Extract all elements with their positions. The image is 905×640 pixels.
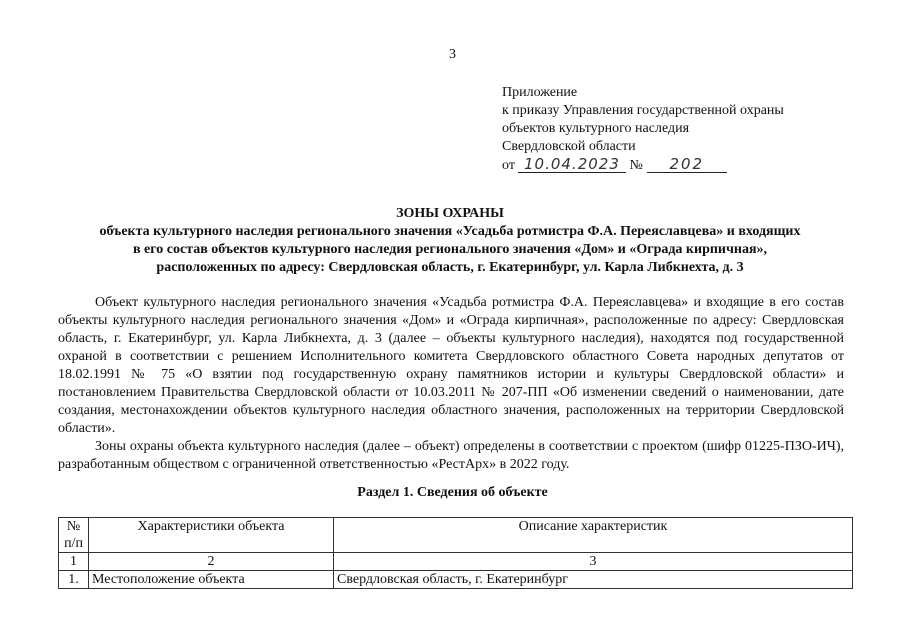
document-heading bbox=[40, 205, 860, 277]
row-number: 1. bbox=[59, 571, 89, 589]
page-number: 3 bbox=[449, 47, 456, 62]
row-characteristic: Местоположение объекта bbox=[89, 571, 334, 589]
table-header-characteristics: Характеристики объекта bbox=[89, 518, 334, 553]
column-number: 1 bbox=[59, 553, 89, 571]
handwritten-date: 10.04.2023 bbox=[518, 156, 626, 173]
document-subtitle-line: в его состав объектов культурного наследия регионального значения «Дом» и «Ограда кирпичная», bbox=[132, 242, 768, 257]
date-prefix: от bbox=[502, 158, 515, 173]
paragraph: Объект культурного наследия регионального значения «Усадьба ротмистра Ф.А. Переяславцева» и входящие в его состав объекты культурного наследия регионального значения «Дом» и «Ограда кирпичная», расположенные по адресу: Свердловская область, г. Екатеринбург, ул. Карла Либкнехта, д. 3 (далее – объекты культурного наследия), находятся под государственной охраной в соответствии с решением Исполнительного комитета Свердловского областного Совета народных депутатов от 18.02.1991 № 75 «О взятии под государственную охрану памятников истории и культуры Свердловской области» и постановлением Правительства Свердловской области от 10.03.2011 № 207-ПП «Об изменении сведений о наименовании, дате создания, местонахождении объектов культурного наследия областного значения, расположенных на территории Свердловской области». bbox=[58, 295, 844, 436]
table-numbering-row bbox=[59, 553, 853, 571]
appendix-line: объектов культурного наследия bbox=[502, 121, 690, 136]
document-subtitle-line: объекта культурного наследия регионального значения «Усадьба ротмистра Ф.А. Переяславцева» и входящих bbox=[99, 224, 801, 239]
appendix-line: к приказу Управления государственной охраны bbox=[502, 103, 784, 118]
paragraph: Зоны охраны объекта культурного наследия (далее – объект) определены в соответствии с проектом (шифр 01225-ПЗО-ИЧ), разработанным обществом с ограниченной ответственностью «РестАрх» в 2022 году. bbox=[58, 439, 844, 472]
appendix-date-line bbox=[502, 156, 784, 175]
table-row bbox=[59, 571, 853, 589]
column-number: 2 bbox=[89, 553, 334, 571]
document-title: ЗОНЫ ОХРАНЫ bbox=[396, 206, 504, 221]
document-subtitle-line: расположенных по адресу: Свердловская область, г. Екатеринбург, ул. Карла Либкнехта, д. 3 bbox=[156, 260, 744, 275]
appendix-line: Свердловской области bbox=[502, 139, 636, 154]
table-header-row bbox=[59, 518, 853, 553]
section-title: Раздел 1. Сведения об объекте bbox=[357, 485, 548, 500]
document-body bbox=[58, 294, 844, 474]
column-number: 3 bbox=[334, 553, 853, 571]
row-description: Свердловская область, г. Екатеринбург bbox=[334, 571, 853, 589]
handwritten-order-number: 202 bbox=[647, 156, 727, 173]
appendix-line: Приложение bbox=[502, 85, 578, 100]
object-info-table bbox=[58, 517, 853, 589]
number-sign: № bbox=[629, 158, 643, 173]
appendix-block bbox=[502, 84, 784, 175]
table-header-number: № п/п bbox=[59, 518, 89, 553]
table-header-description: Описание характеристик bbox=[334, 518, 853, 553]
